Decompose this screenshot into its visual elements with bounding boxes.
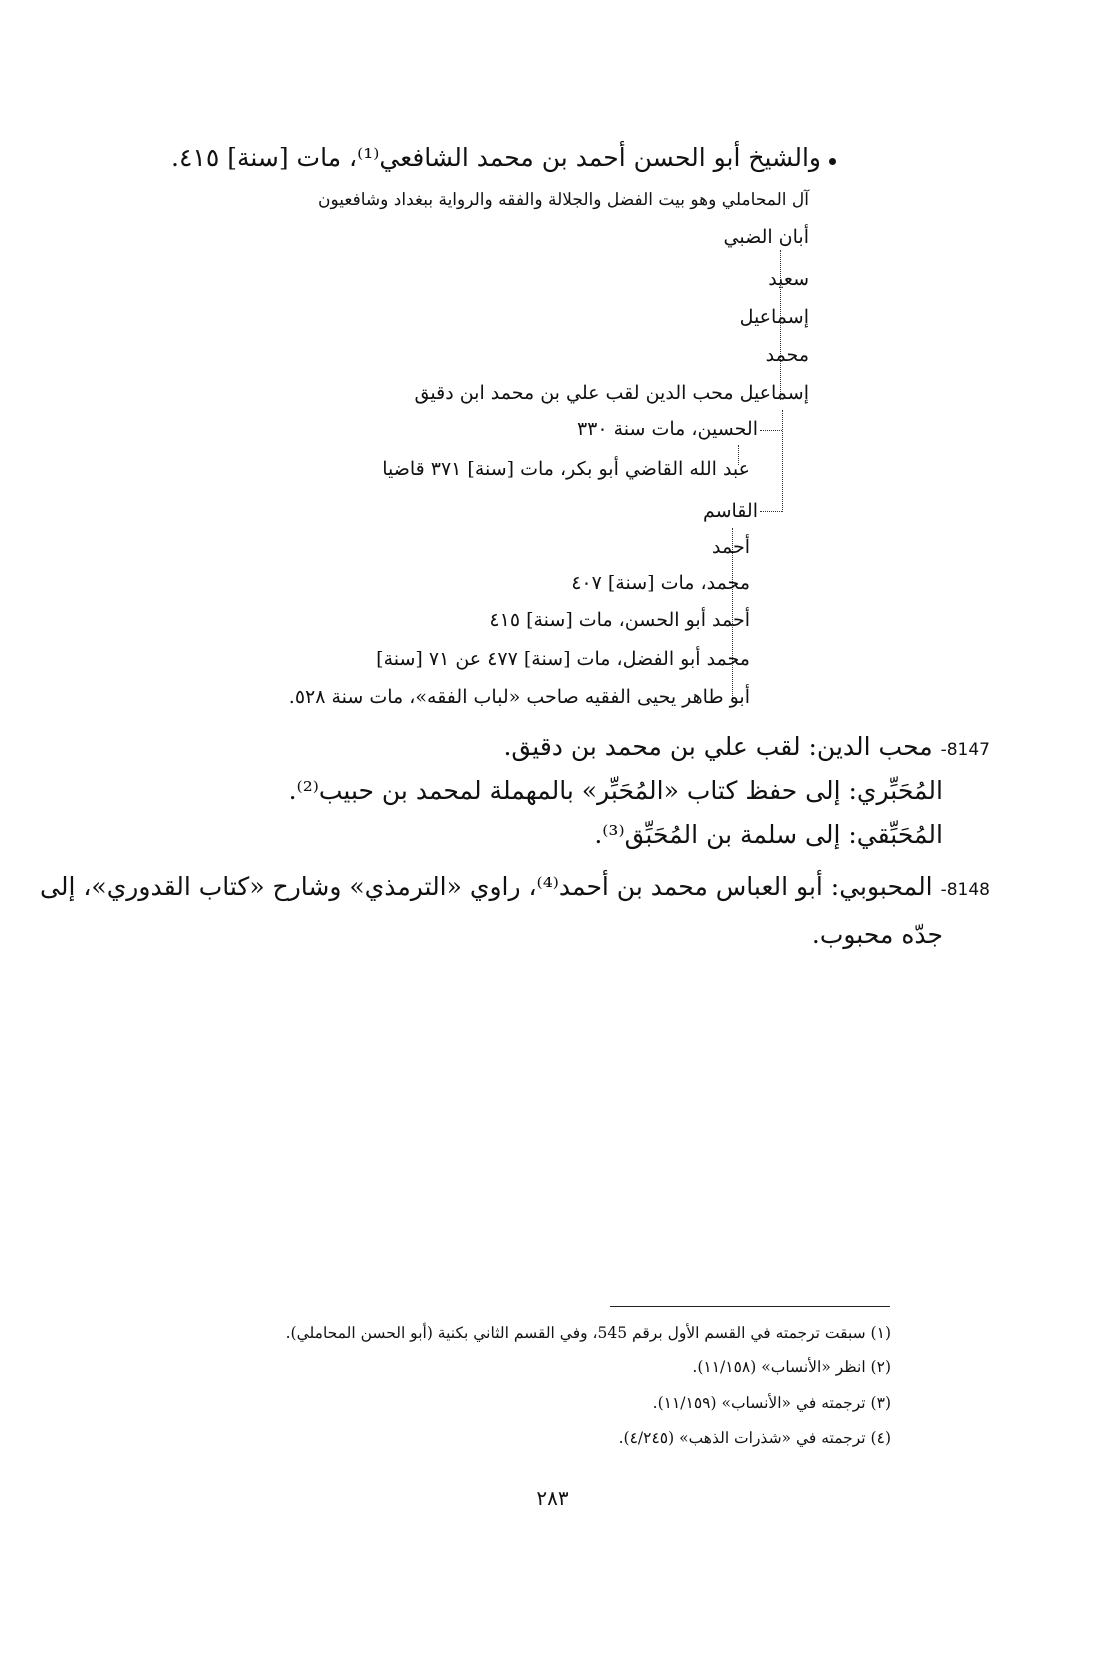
tree-heading: آل المحاملي وهو بيت الفضل والجلالة والفقه والرواية ببغداد وشافعيون <box>318 190 809 210</box>
entry-text: محب الدين: لقب علي بن محمد بن دقيق. <box>503 732 933 761</box>
entry-8147 <box>503 732 990 761</box>
footnote-separator <box>610 1306 890 1307</box>
entry-8148 <box>40 872 990 901</box>
tree-node: محمد أبو الفضل، مات [سنة] ٤٧٧ عن ٧١ [سنة] <box>376 648 750 670</box>
entry-muhabbiqi: المُحَبِّقي: إلى سلمة بن المُحَبِّق⁽³⁾. <box>594 820 943 849</box>
entry-text: المحبوبي: أبو العباس محمد بن أحمد⁽⁴⁾، راوي «الترمذي» وشارح «كتاب القدوري»، إلى <box>40 872 933 901</box>
tree-connector <box>760 511 782 512</box>
footnote-4: (٤) ترجمته في «شذرات الذهب» (٤/٢٤٥). <box>618 1429 891 1447</box>
tree-node: إسماعيل <box>739 306 809 328</box>
tree-node: القاسم <box>702 500 758 522</box>
tree-node: أحمد <box>712 536 750 558</box>
entry-muhabbiri: المُحَبِّري: إلى حفظ كتاب «المُحَبِّر» بالمهملة لمحمد بن حبيب⁽²⁾. <box>288 776 943 805</box>
tree-node: أحمد أبو الحسن، مات [سنة] ٤١٥ <box>489 609 750 631</box>
tree-node: محمد <box>765 344 809 366</box>
bullet-marker <box>829 158 836 165</box>
tree-connector <box>782 410 783 512</box>
tree-node: أبو طاهر يحيى الفقيه صاحب «لباب الفقه»، مات سنة ٥٢٨. <box>288 686 750 708</box>
entry-number: 8148- <box>940 880 990 900</box>
footnote-1: (١) سبقت ترجمته في القسم الأول برقم 545، وفي القسم الثاني بكنية (أبو الحسن المحاملي). <box>285 1324 891 1342</box>
page-number: ٢٨٣ <box>536 1486 569 1510</box>
tree-node: سعيد <box>768 268 809 290</box>
tree-node: إسماعيل محب الدين لقب علي بن محمد ابن دقيق <box>414 382 809 404</box>
tree-node: الحسين، مات سنة ٣٣٠ <box>576 418 758 440</box>
tree-connector <box>780 250 781 400</box>
footnote-3: (٣) ترجمته في «الأنساب» (١١/١٥٩). <box>652 1394 891 1412</box>
entry-8148-continued: جدّه محبوب. <box>811 920 943 949</box>
tree-node: أبان الضبي <box>723 226 809 248</box>
footnote-2: (٢) انظر «الأنساب» (١١/١٥٨). <box>692 1358 891 1376</box>
entry-intro: والشيخ أبو الحسن أحمد بن محمد الشافعي⁽¹⁾، مات [سنة] ٤١٥. <box>171 143 821 172</box>
tree-node: محمد، مات [سنة] ٤٠٧ <box>571 572 750 594</box>
entry-number: 8147- <box>940 740 990 760</box>
tree-node: عبد الله القاضي أبو بكر، مات [سنة] ٣٧١ قاضيا <box>382 458 750 480</box>
tree-connector <box>760 430 782 431</box>
